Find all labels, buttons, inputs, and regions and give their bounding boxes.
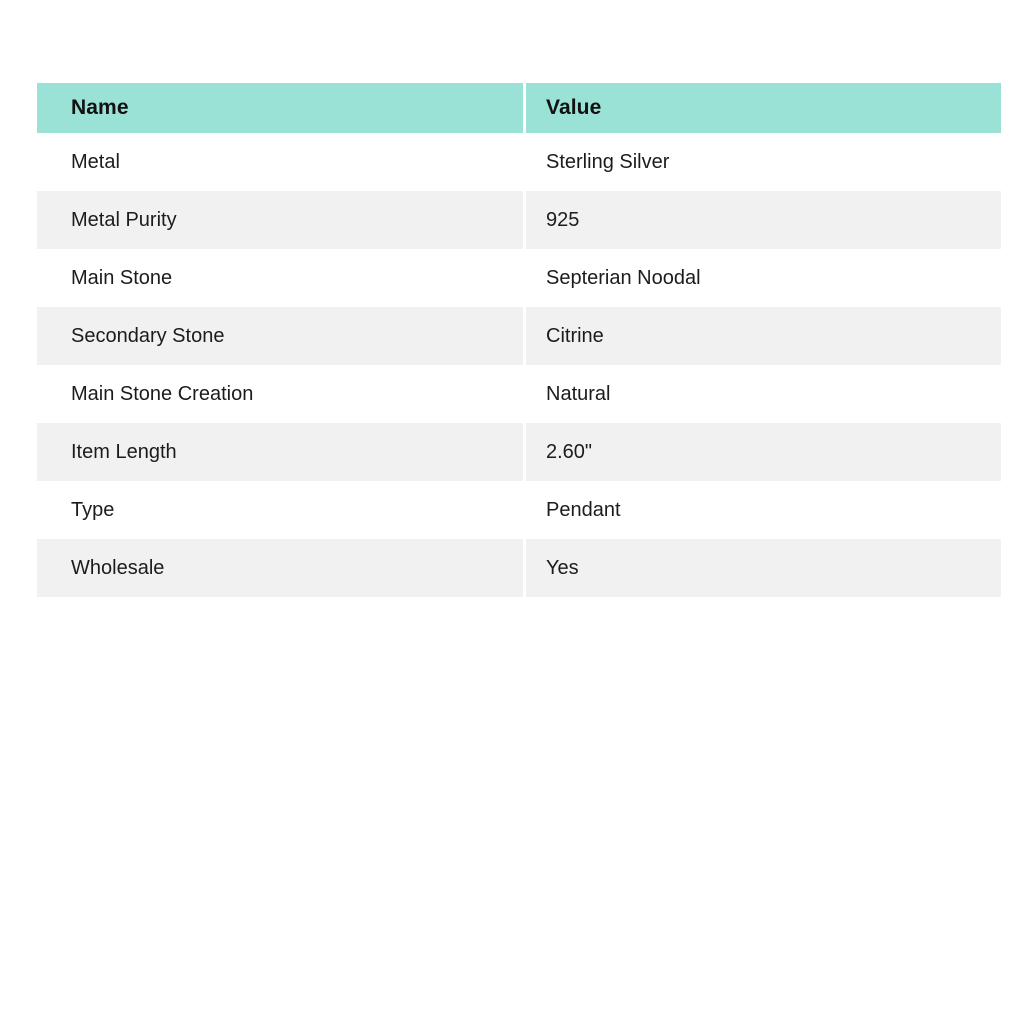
table-row (37, 365, 1001, 423)
table-row (37, 481, 1001, 539)
row-name-cell: Type (37, 481, 523, 539)
table-row (37, 249, 1001, 307)
table-row (37, 133, 1001, 191)
row-name-cell: Main Stone Creation (37, 365, 523, 423)
table-row (37, 539, 1001, 597)
row-value-cell: Pendant (526, 481, 1001, 539)
table-row (37, 307, 1001, 365)
product-spec-table (37, 83, 1001, 597)
row-value-cell: Citrine (526, 307, 1001, 365)
table-row (37, 423, 1001, 481)
row-value-cell: Sterling Silver (526, 133, 1001, 191)
row-name-cell: Item Length (37, 423, 523, 481)
row-name-cell: Metal Purity (37, 191, 523, 249)
column-header-name: Name (37, 83, 523, 133)
row-value-cell: 2.60" (526, 423, 1001, 481)
row-name-cell: Secondary Stone (37, 307, 523, 365)
row-name-cell: Metal (37, 133, 523, 191)
row-value-cell: 925 (526, 191, 1001, 249)
row-value-cell: Septerian Noodal (526, 249, 1001, 307)
table-body (37, 133, 1001, 597)
row-value-cell: Yes (526, 539, 1001, 597)
row-value-cell: Natural (526, 365, 1001, 423)
table-row (37, 191, 1001, 249)
row-name-cell: Main Stone (37, 249, 523, 307)
column-header-value: Value (526, 83, 1001, 133)
row-name-cell: Wholesale (37, 539, 523, 597)
table-header-row (37, 83, 1001, 133)
